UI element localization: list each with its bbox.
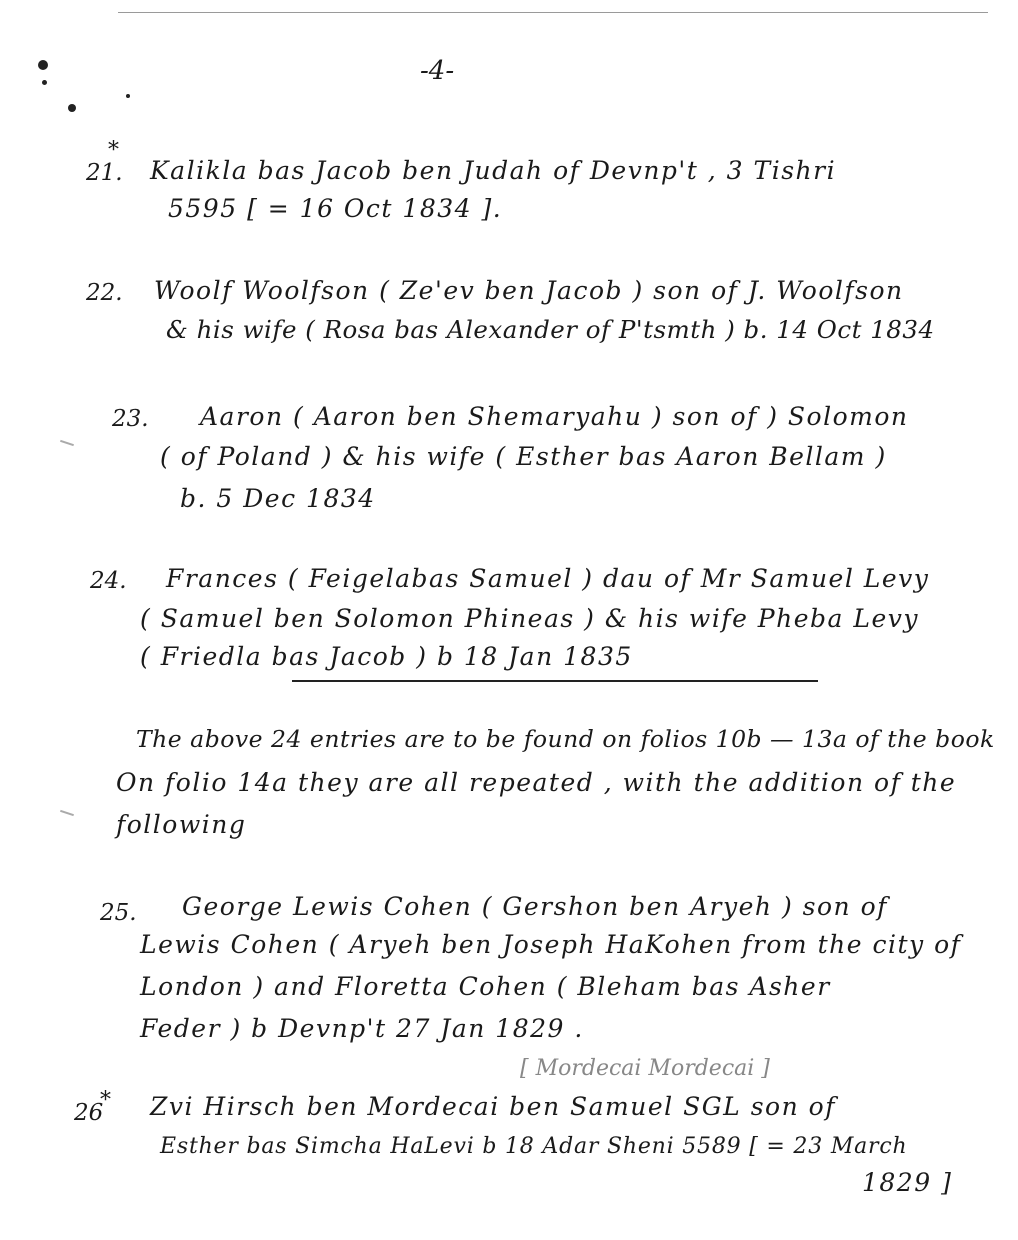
top-rule — [118, 0, 988, 13]
entry-star: * — [108, 138, 119, 163]
entry-22-line-2: & his wife ( Rosa bas Alexander of P'tsmth ) b. 14 Oct 1834 — [166, 315, 935, 344]
entry-24-line-3: ( Friedla bas Jacob ) b 18 Jan 1835 — [140, 642, 633, 671]
entry-21-line-1: Kalikla bas Jacob ben Judah of Devnp't , 3 Tishri — [150, 156, 837, 185]
entry-number: 21. — [86, 160, 123, 186]
entry-number: 24. — [90, 568, 127, 594]
entry-number: 26 — [74, 1100, 104, 1126]
entry-23-line-2: ( of Poland ) & his wife ( Esther bas Aaron Bellam ) — [160, 442, 887, 471]
margin-mark — [60, 810, 74, 816]
entry-22-line-1: Woolf Woolfson ( Ze'ev ben Jacob ) son of J. Woolfson — [154, 276, 904, 305]
entry-number: 25. — [100, 900, 137, 926]
entry-26-line-1: Zvi Hirsch ben Mordecai ben Samuel SGL son of — [150, 1092, 836, 1121]
ink-speck — [68, 104, 76, 112]
ink-speck — [42, 80, 47, 85]
margin-mark — [60, 440, 74, 446]
page-number: -4- — [420, 56, 455, 86]
entry-25-line-3: London ) and Floretta Cohen ( Bleham bas Asher — [140, 972, 831, 1001]
entry-26-line-3: 1829 ] — [862, 1168, 953, 1197]
underline — [292, 680, 818, 682]
entry-24-line-1: Frances ( Feigelabas Samuel ) dau of Mr Samuel Levy — [166, 564, 930, 593]
note-line-3: following — [116, 810, 247, 839]
ink-speck — [38, 60, 48, 70]
entry-23-line-1: Aaron ( Aaron ben Shemaryahu ) son of ) Solomon — [200, 402, 909, 431]
note-line-1: The above 24 entries are to be found on folios 10b — 13a of the book — [136, 725, 995, 753]
entry-25-line-2: Lewis Cohen ( Aryeh ben Joseph HaKohen from the city of — [140, 930, 962, 959]
entry-25-line-1: George Lewis Cohen ( Gershon ben Aryeh ) son of — [182, 892, 888, 921]
entry-star: * — [100, 1088, 111, 1113]
entry-26-line-2: Esther bas Simcha HaLevi b 18 Adar Sheni 5589 [ = 23 March — [160, 1134, 908, 1159]
bracket-note: [ Mordecai Mordecai ] — [520, 1056, 770, 1081]
ink-speck — [126, 94, 130, 98]
entry-number: 22. — [86, 280, 123, 306]
entry-number: 23. — [112, 406, 149, 432]
note-line-2: On folio 14a they are all repeated , with the addition of the — [116, 768, 957, 797]
entry-25-line-4: Feder ) b Devnp't 27 Jan 1829 . — [140, 1014, 584, 1043]
entry-23-line-3: b. 5 Dec 1834 — [180, 484, 376, 513]
entry-24-line-2: ( Samuel ben Solomon Phineas ) & his wife Pheba Levy — [140, 604, 920, 633]
entry-21-line-2: 5595 [ = 16 Oct 1834 ]. — [168, 194, 503, 223]
